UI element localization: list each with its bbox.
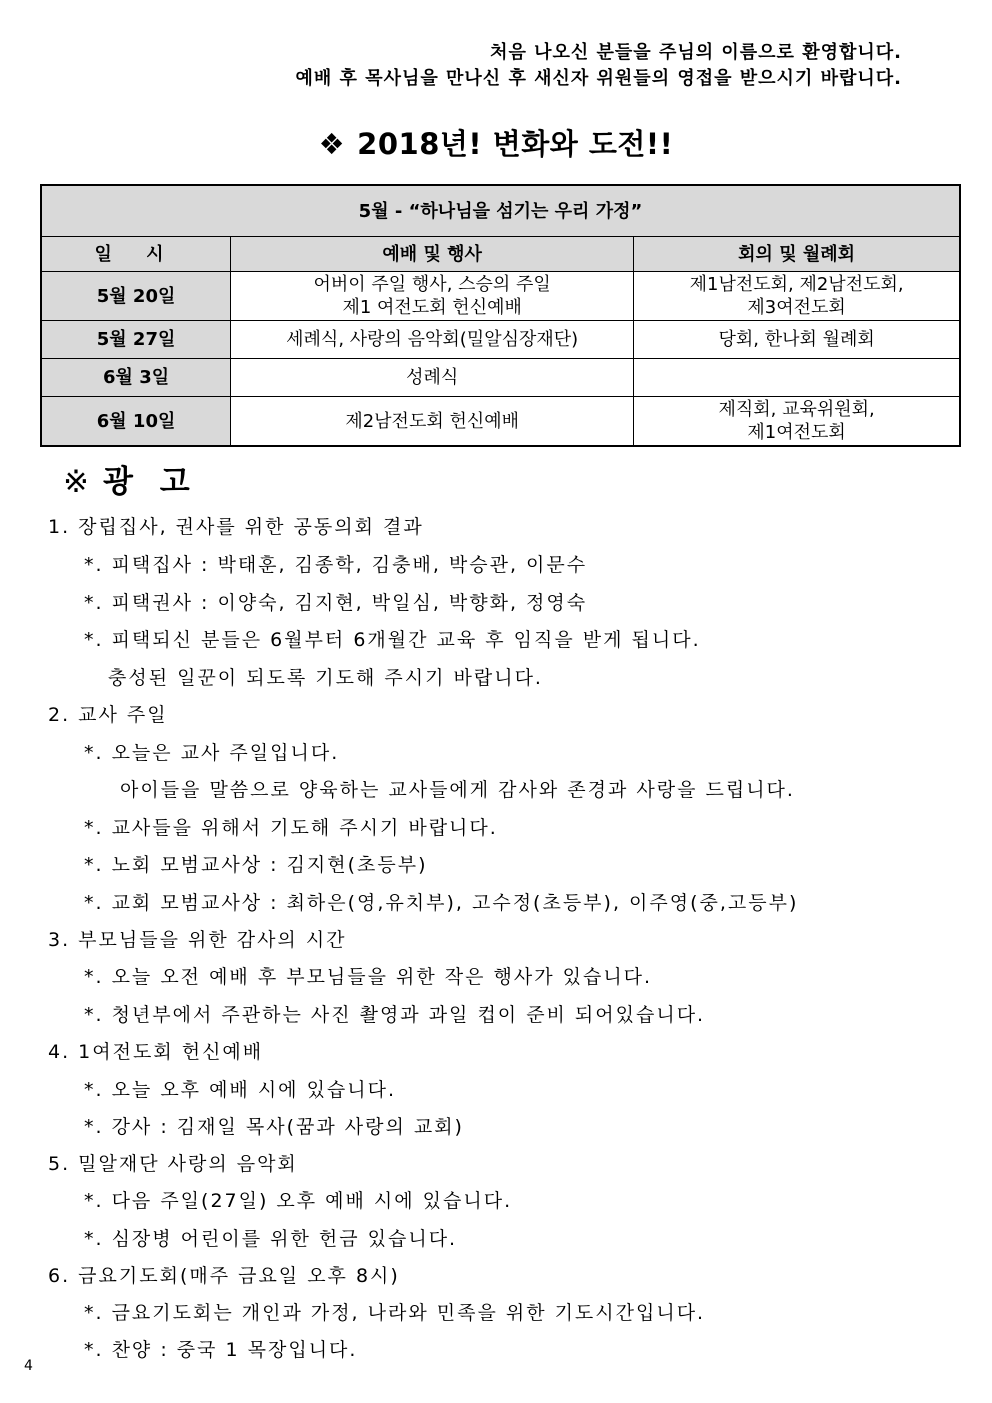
list-item: *. 청년부에서 주관하는 사진 촬영과 과일 컵이 준비 되어있습니다. bbox=[84, 1004, 706, 1026]
list-item: *. 피택되신 분들은 6월부터 6개월간 교육 후 임직을 받게 됩니다. bbox=[84, 629, 701, 651]
row-event: 세례식, 사랑의 음악회(밀알심장재단) bbox=[231, 321, 634, 359]
list-item: *. 피택권사 : 이양숙, 김지현, 박일심, 박향화, 정영숙 bbox=[84, 592, 588, 614]
schedule-caption: 5월 - “하나님을 섬기는 우리 가정” bbox=[41, 185, 960, 237]
table-row bbox=[41, 272, 960, 321]
list-item: 5. 밀알재단 사랑의 음악회 bbox=[48, 1153, 298, 1175]
list-item: 아이들을 말씀으로 양육하는 교사들에게 감사와 존경과 사랑을 드립니다. bbox=[120, 779, 795, 801]
page-number: 4 bbox=[24, 1358, 33, 1374]
row-event: 어버이 주일 행사, 스승의 주일 제1 여전도회 헌신예배 bbox=[231, 272, 634, 321]
welcome-line-2: 예배 후 목사님을 만나신 후 새신자 위원들의 영접을 받으시기 바랍니다. bbox=[295, 68, 902, 89]
row-meeting: 제직회, 교육위원회, 제1여전도회 bbox=[634, 397, 960, 447]
list-item: *. 오늘 오후 예배 시에 있습니다. bbox=[84, 1079, 397, 1101]
list-item: *. 다음 주일(27일) 오후 예배 시에 있습니다. bbox=[84, 1190, 513, 1212]
list-item: *. 찬양 : 중국 1 목장입니다. bbox=[84, 1339, 358, 1361]
list-item: *. 강사 : 김재일 목사(꿈과 사랑의 교회) bbox=[84, 1116, 464, 1138]
page-title-text: 2018년! 변화와 도전!! bbox=[357, 127, 674, 161]
row-date: 5월 27일 bbox=[41, 321, 231, 359]
welcome-line-1: 처음 나오신 분들을 주님의 이름으로 환영합니다. bbox=[490, 42, 902, 63]
list-item: 4. 1여전도회 헌신예배 bbox=[48, 1041, 264, 1063]
page-title bbox=[0, 122, 992, 163]
list-item: *. 피택집사 : 박태훈, 김종학, 김충배, 박승관, 이문수 bbox=[84, 554, 588, 576]
table-row bbox=[41, 321, 960, 359]
row-event: 제2남전도회 헌신예배 bbox=[231, 397, 634, 447]
reference-mark-icon: ※ bbox=[63, 464, 97, 500]
row-event: 성례식 bbox=[231, 359, 634, 397]
list-item: *. 오늘 오전 예배 후 부모님들을 위한 작은 행사가 있습니다. bbox=[84, 966, 653, 988]
list-item: *. 교회 모범교사상 : 최하은(영,유치부), 고수정(초등부), 이주영(중,고등부) bbox=[84, 892, 799, 914]
list-item: 1. 장립집사, 권사를 위한 공동의회 결과 bbox=[48, 516, 424, 538]
header-date: 일 시 bbox=[41, 237, 231, 272]
row-meeting bbox=[634, 359, 960, 397]
table-row bbox=[41, 359, 960, 397]
header-event: 예배 및 행사 bbox=[231, 237, 634, 272]
list-item: 3. 부모님들을 위한 감사의 시간 bbox=[48, 929, 347, 951]
row-date: 6월 10일 bbox=[41, 397, 231, 447]
list-item: *. 오늘은 교사 주일입니다. bbox=[84, 742, 340, 764]
diamond-bullet-icon: ❖ bbox=[318, 127, 346, 161]
schedule-table bbox=[40, 184, 961, 447]
row-date: 5월 20일 bbox=[41, 272, 231, 321]
list-item: 6. 금요기도회(매주 금요일 오후 8시) bbox=[48, 1265, 400, 1287]
announcements-title: 광 고 bbox=[102, 464, 198, 500]
list-item: 충성된 일꾼이 되도록 기도해 주시기 바랍니다. bbox=[108, 667, 543, 689]
header-meeting: 회의 및 월례회 bbox=[634, 237, 960, 272]
list-item: *. 심장병 어린이를 위한 헌금 있습니다. bbox=[84, 1228, 458, 1250]
list-item: *. 교사들을 위해서 기도해 주시기 바랍니다. bbox=[84, 817, 498, 839]
list-item: 2. 교사 주일 bbox=[48, 704, 168, 726]
row-date: 6월 3일 bbox=[41, 359, 231, 397]
announcements-heading bbox=[63, 456, 198, 501]
row-meeting: 제1남전도회, 제2남전도회, 제3여전도회 bbox=[634, 272, 960, 321]
table-row bbox=[41, 397, 960, 447]
list-item: *. 노회 모범교사상 : 김지현(초등부) bbox=[84, 854, 428, 876]
row-meeting: 당회, 한나회 월례회 bbox=[634, 321, 960, 359]
list-item: *. 금요기도회는 개인과 가정, 나라와 민족을 위한 기도시간입니다. bbox=[84, 1302, 706, 1324]
